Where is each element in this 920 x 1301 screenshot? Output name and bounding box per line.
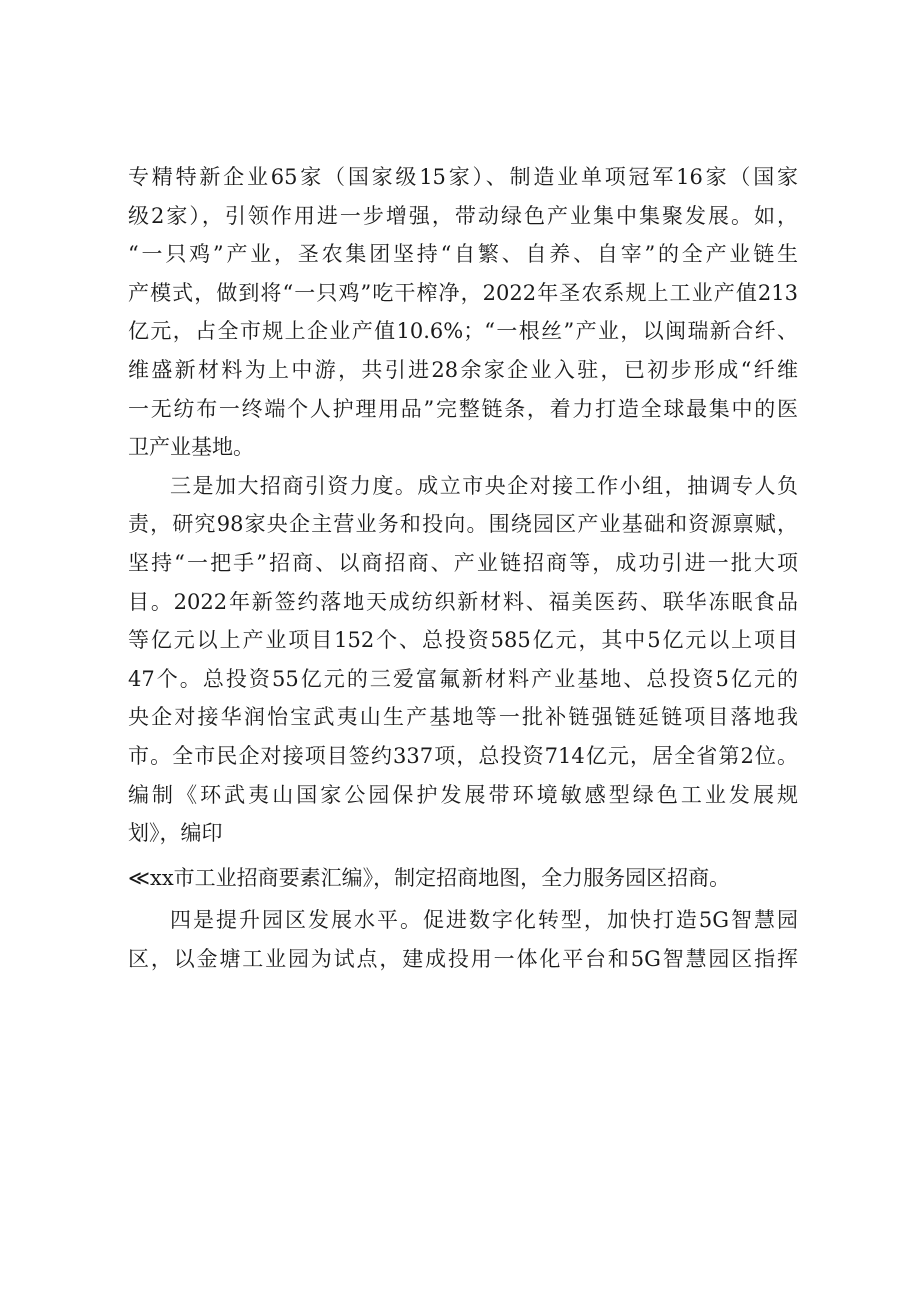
text-line: 级2家），引领作用进一步增强，带动绿色产业集中集聚发展。如，	[128, 203, 798, 228]
text-line: ≪xx市工业招商要素汇编》，制定招商地图，全力服务园区招商。	[128, 865, 731, 890]
text-line: 专精特新企业65家（国家级15家）、制造业单项冠军16家（国家	[128, 165, 798, 189]
text-line: 产模式，做到将“一只鸡”吃干榨净，2022年圣农系规上工业产值213	[128, 280, 798, 305]
text-line: “一只鸡”产业，圣农集团坚持“自繁、自养、自宰”的全产业链生	[128, 242, 798, 267]
text-line: 四是提升园区发展水平。促进数字化转型，加快打造5G智慧园	[170, 908, 798, 933]
text-line: 亿元，占全市规上企业产值10.6%；“一根丝”产业，以闽瑞新合纤、	[128, 319, 798, 344]
paragraph-industry-chains	[128, 158, 798, 467]
text-line: 编制《环武夷山国家公园保护发展带环境敏感型绿色工业发展规	[128, 782, 798, 807]
paragraph-park-development	[128, 901, 798, 978]
text-line: 坚持“一把手”招商、以商招商、产业链招商等，成功引进一批大项	[128, 550, 798, 575]
text-line: 47个。总投资55亿元的三爱富氟新材料产业基地、总投资5亿元的	[128, 666, 798, 691]
text-line: 责，研究98家央企主营业务和投向。围绕园区产业基础和资源禀赋，	[128, 512, 798, 537]
text-line: 央企对接华润怡宝武夷山生产基地等一批补链强链延链项目落地我	[128, 705, 798, 730]
text-line: 等亿元以上产业项目152个、总投资585亿元，其中5亿元以上项目	[128, 628, 798, 653]
paragraph-compilation	[128, 859, 798, 898]
paragraph-investment-attraction	[128, 467, 798, 853]
document-body	[128, 158, 798, 978]
text-line: 市。全市民企对接项目签约337项，总投资714亿元，居全省第2位。	[128, 743, 798, 768]
text-line: 划》，编印	[128, 821, 223, 846]
text-line: 卫产业基地。	[128, 435, 254, 460]
text-line: 一无纺布一终端个人护理用品”完整链条，着力打造全球最集中的医	[128, 396, 798, 421]
text-line: 目。2022年新签约落地天成纺织新材料、福美医药、联华冻眠食品	[128, 589, 798, 614]
text-line: 三是加大招商引资力度。成立市央企对接工作小组，抽调专人负	[170, 473, 798, 498]
text-line: 区，以金塘工业园为试点，建成投用一体化平台和5G智慧园区指挥	[128, 946, 798, 971]
text-line: 维盛新材料为上中游，共引进28余家企业入驻，已初步形成“纤维	[128, 357, 798, 382]
